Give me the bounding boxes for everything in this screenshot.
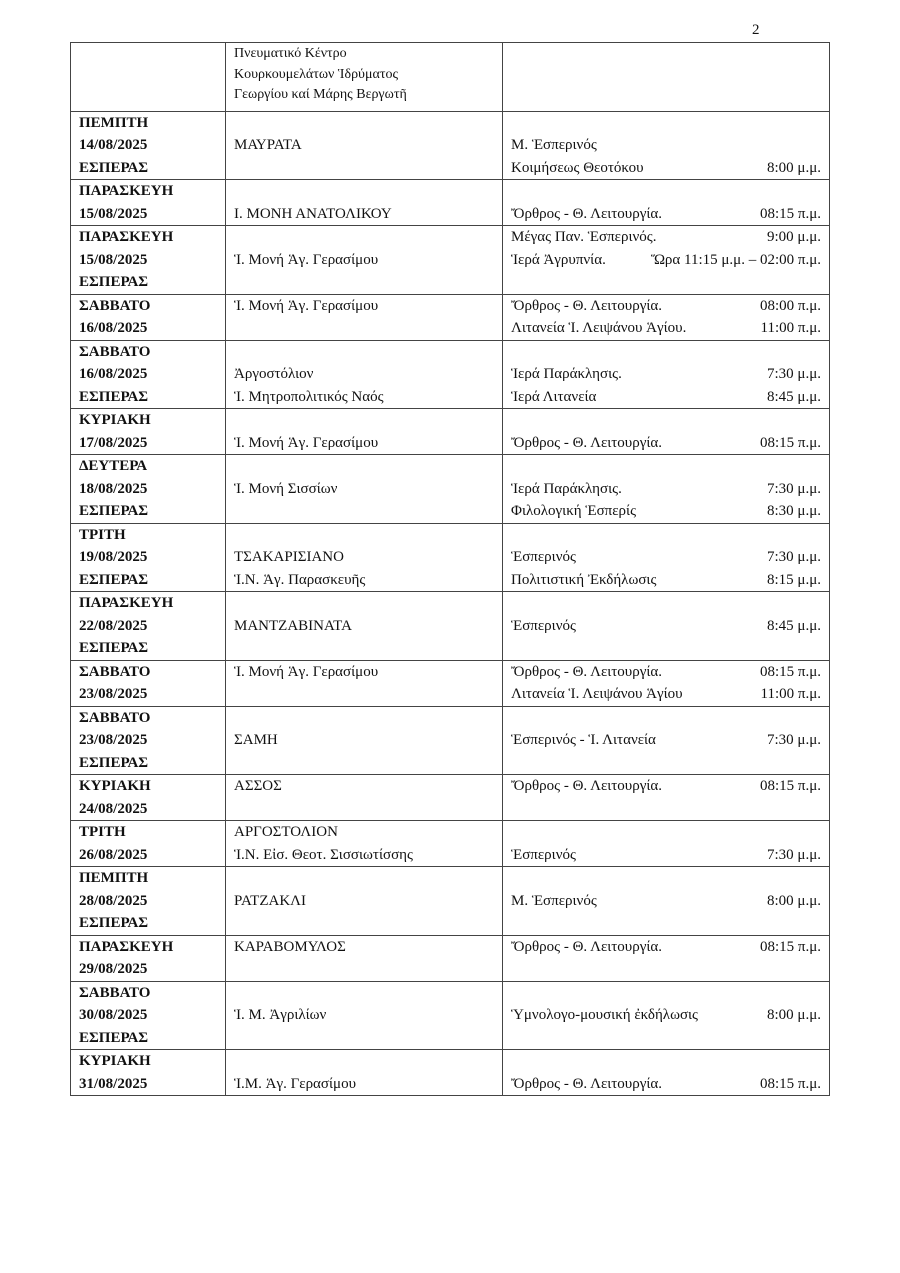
day-line: ΔΕΥΤΕΡΑ [79, 458, 148, 474]
day-line [79, 43, 225, 66]
place-cell [226, 180, 503, 226]
day-line: ΠΑΡΑΣΚΕΥΗ [79, 183, 174, 199]
schedule-table [70, 42, 830, 1096]
place-line [234, 180, 502, 203]
place-cell [226, 294, 503, 340]
place-cell [226, 867, 503, 936]
event-time: 8:00 μ.μ. [766, 1007, 821, 1023]
day-line [79, 66, 225, 89]
day-line: ΚΥΡΙΑΚΗ [79, 1053, 151, 1069]
place-cell [226, 935, 503, 981]
schedule-row [71, 294, 830, 340]
event-line [511, 1004, 821, 1027]
day-line: 17/08/2025 [79, 434, 148, 451]
events-cell [503, 180, 830, 226]
event-line [511, 363, 821, 386]
event-line [511, 203, 821, 226]
day-line: 19/08/2025 [79, 549, 148, 565]
event-time: 11:00 π.μ. [760, 320, 821, 336]
place-line [234, 317, 502, 340]
place-line [234, 867, 502, 890]
day-line: 23/08/2025 [79, 686, 148, 702]
event-time: 7:30 μ.μ. [766, 366, 821, 382]
place-line [234, 958, 502, 981]
place-cell [226, 821, 503, 867]
event-time: 08:15 π.μ. [759, 778, 821, 794]
day-cell [71, 180, 226, 226]
day-cell [71, 821, 226, 867]
event-name: Ὑμνολογο-μουσική ἐκδήλωσις [511, 1007, 699, 1023]
event-line [511, 707, 821, 730]
events-cell [503, 455, 830, 524]
place-line: ΚΑΡΑΒΟΜΥΛΟΣ [234, 938, 346, 955]
place-line [234, 455, 502, 478]
place-cell [226, 455, 503, 524]
event-name: Ὄρθρος - Θ. Λειτουργία. [511, 663, 662, 680]
event-line [511, 615, 821, 638]
place-line: Ἱ. Μονή Ἁγ. Γερασίμου [234, 297, 379, 314]
day-line: 18/08/2025 [79, 480, 148, 497]
day-cell [71, 1050, 226, 1096]
day-line: 28/08/2025 [79, 892, 148, 909]
events-cell [503, 294, 830, 340]
day-cell [71, 43, 226, 112]
events-cell [503, 226, 830, 295]
schedule-row [71, 867, 830, 936]
event-time: 7:30 μ.μ. [766, 549, 821, 565]
events-cell [503, 592, 830, 661]
event-line [511, 958, 821, 981]
place-line: Ι. ΜΟΝΗ ΑΝΑΤΟΛΙΚΟΥ [234, 205, 392, 222]
event-time: 08:15 π.μ. [759, 663, 821, 680]
place-line [234, 341, 502, 364]
day-cell [71, 226, 226, 295]
event-line [511, 295, 821, 318]
events-cell [503, 867, 830, 936]
schedule-row [71, 821, 830, 867]
schedule-row [71, 340, 830, 409]
event-name: Ὄρθρος - Θ. Λειτουργία. [511, 297, 662, 314]
event-time: 7:30 μ.μ. [766, 480, 821, 497]
events-cell [503, 523, 830, 592]
place-line: Ἱ. Μονή Ἁγ. Γερασίμου [234, 251, 379, 268]
place-line: Κουρκουμελάτων Ἱδρύματος [234, 66, 398, 82]
place-line [234, 912, 502, 935]
event-line [511, 775, 821, 798]
place-cell [226, 706, 503, 775]
day-line: ΠΕΜΠΤΗ [79, 114, 149, 131]
event-line [511, 546, 821, 569]
event-name: Πολιτιστική Ἐκδήλωσις [511, 571, 657, 588]
place-line [234, 637, 502, 660]
place-line [234, 524, 502, 547]
day-line: 16/08/2025 [79, 320, 148, 336]
event-line [511, 661, 821, 684]
place-line: ΑΡΓΟΣΤΟΛΙΟΝ [234, 824, 338, 840]
event-line [511, 432, 821, 455]
schedule-row [71, 523, 830, 592]
day-cell [71, 340, 226, 409]
place-line [234, 500, 502, 523]
event-line [511, 524, 821, 547]
day-line [79, 88, 225, 111]
place-cell [226, 592, 503, 661]
day-cell [71, 706, 226, 775]
place-line: Γεωργίου καί Μάρης Βεργωτῆ [234, 87, 407, 102]
event-line [511, 386, 821, 409]
event-name: Ἑσπερινός [511, 549, 576, 565]
event-line [511, 271, 821, 294]
event-name: Μέγας Παν. Ἑσπερινός. [511, 229, 657, 245]
day-line: ΕΣΠΕΡΑΣ [79, 754, 149, 771]
day-line: ΠΑΡΑΣΚΕΥΗ [79, 595, 174, 611]
day-line: ΕΣΠΕΡΑΣ [79, 571, 149, 588]
event-line [511, 592, 821, 615]
events-cell [503, 981, 830, 1050]
place-cell [226, 1050, 503, 1096]
place-line: Ἱ. Μονή Ἁγ. Γερασίμου [234, 663, 379, 680]
schedule-row [71, 660, 830, 706]
events-cell [503, 935, 830, 981]
day-cell [71, 592, 226, 661]
event-time: 08:00 π.μ. [759, 297, 821, 314]
day-cell [71, 935, 226, 981]
event-line [511, 1073, 821, 1096]
event-line [511, 569, 821, 592]
day-line: 22/08/2025 [79, 617, 148, 634]
place-cell [226, 43, 503, 112]
event-name: Ὄρθρος - Θ. Λειτουργία. [511, 205, 662, 222]
place-line: ΡΑΤΖΑΚΛΙ [234, 892, 307, 909]
day-line: ΕΣΠΕΡΑΣ [79, 388, 149, 405]
schedule-row [71, 180, 830, 226]
place-line: Ἱ. Μονή Ἁγ. Γερασίμου [234, 434, 379, 451]
event-line [511, 729, 821, 752]
day-line: ΚΥΡΙΑΚΗ [79, 412, 151, 428]
events-cell [503, 340, 830, 409]
event-name: Λιτανεία Ἱ. Λειψάνου Ἁγίου [511, 686, 683, 702]
place-line [234, 112, 502, 135]
schedule-body [71, 43, 830, 1096]
day-line: ΕΣΠΕΡΑΣ [79, 159, 149, 176]
place-line [234, 271, 502, 294]
event-time: 08:15 π.μ. [759, 1075, 821, 1092]
event-time: 8:30 μ.μ. [766, 503, 821, 519]
event-time: 08:15 π.μ. [759, 434, 821, 451]
schedule-row [71, 226, 830, 295]
day-cell [71, 867, 226, 936]
place-line: Ἱ.Μ. Ἁγ. Γερασίμου [234, 1075, 357, 1092]
event-line [511, 226, 821, 249]
day-line: 15/08/2025 [79, 251, 148, 268]
place-line: Ἱ. Μ. Ἀγριλίων [234, 1007, 327, 1023]
event-name: Ἱερά Ἀγρυπνία. [511, 251, 606, 268]
event-name: Ὄρθρος - Θ. Λειτουργία. [511, 1075, 662, 1092]
event-line [511, 890, 821, 913]
event-line [511, 867, 821, 890]
event-line [511, 180, 821, 203]
place-line: Ἱ. Μονή Σισσίων [234, 480, 338, 497]
event-time: 8:15 μ.μ. [766, 571, 821, 588]
place-cell [226, 409, 503, 455]
place-line: ΤΣΑΚΑΡΙΣΙΑΝΟ [234, 549, 344, 565]
place-line [234, 798, 502, 821]
day-line: ΚΥΡΙΑΚΗ [79, 778, 151, 794]
place-line: Ἀργοστόλιον [234, 366, 314, 382]
place-cell [226, 981, 503, 1050]
schedule-row [71, 775, 830, 821]
event-time: 7:30 μ.μ. [766, 732, 821, 748]
day-line: ΤΡΙΤΗ [79, 526, 126, 543]
day-line: 31/08/2025 [79, 1075, 148, 1092]
event-name: Ἑσπερινός - Ἱ. Λιτανεία [511, 732, 656, 748]
event-name: Μ. Ἑσπερινός [511, 137, 597, 153]
event-line [511, 157, 821, 180]
place-line [234, 1050, 502, 1073]
day-cell [71, 775, 226, 821]
schedule-row [71, 43, 830, 112]
event-line [511, 317, 821, 340]
page-number: 2 [752, 22, 760, 38]
event-name: Κοιμήσεως Θεοτόκου [511, 159, 644, 176]
schedule-row [71, 981, 830, 1050]
day-line: 30/08/2025 [79, 1007, 148, 1023]
event-time: 08:15 π.μ. [759, 938, 821, 955]
day-cell [71, 523, 226, 592]
event-line [511, 1050, 821, 1073]
place-line [234, 683, 502, 706]
place-line: Ἱ.Ν. Εἰσ. Θεοτ. Σισσιωτίσσης [234, 846, 413, 863]
place-cell [226, 660, 503, 706]
event-name: Μ. Ἑσπερινός [511, 892, 597, 909]
event-line [511, 982, 821, 1005]
schedule-row [71, 409, 830, 455]
day-line: ΠΑΡΑΣΚΕΥΗ [79, 938, 174, 955]
event-line [511, 249, 821, 272]
place-line [234, 409, 502, 432]
day-cell [71, 981, 226, 1050]
event-line [511, 752, 821, 775]
schedule-row [71, 1050, 830, 1096]
events-cell [503, 1050, 830, 1096]
place-cell [226, 523, 503, 592]
event-time: Ὥρα 11:15 μ.μ. – 02:00 π.μ. [650, 251, 821, 268]
place-line [234, 982, 502, 1005]
schedule-row [71, 935, 830, 981]
place-cell [226, 226, 503, 295]
place-line [234, 157, 502, 180]
event-name: Ἱερά Παράκλησις. [511, 480, 622, 497]
events-cell [503, 111, 830, 180]
event-name: Ὄρθρος - Θ. Λειτουργία. [511, 434, 662, 451]
place-line: Ἱ. Μητροπολιτικός Ναός [234, 388, 384, 405]
place-line: ΜΑΥΡΑΤΑ [234, 137, 302, 153]
event-time: 8:45 μ.μ. [766, 617, 821, 634]
day-line: 14/08/2025 [79, 137, 148, 153]
place-line [234, 226, 502, 249]
event-time: 11:00 π.μ. [760, 686, 821, 702]
day-line: ΕΣΠΕΡΑΣ [79, 503, 149, 519]
event-name: Ἱερά Λιτανεία [511, 388, 597, 405]
day-cell [71, 294, 226, 340]
event-name: Ἱερά Παράκλησις. [511, 366, 622, 382]
event-name: Φιλολογική Ἑσπερίς [511, 503, 637, 519]
event-line [511, 936, 821, 959]
day-line: ΣΑΒΒΑΤΟ [79, 297, 151, 314]
events-cell [503, 409, 830, 455]
event-line [511, 798, 821, 821]
event-time: 8:00 μ.μ. [766, 892, 821, 909]
events-cell [503, 821, 830, 867]
event-line [511, 844, 821, 867]
event-line [511, 134, 821, 157]
place-line: Πνευματικό Κέντρο [234, 46, 347, 61]
event-name: Ὄρθρος - Θ. Λειτουργία. [511, 778, 662, 794]
event-name: Ἑσπερινός [511, 617, 576, 634]
schedule-row [71, 592, 830, 661]
day-line: 23/08/2025 [79, 732, 148, 748]
schedule-row [71, 111, 830, 180]
day-line: ΕΣΠΕΡΑΣ [79, 274, 149, 290]
day-cell [71, 660, 226, 706]
place-line: ΑΣΣΟΣ [234, 778, 282, 794]
day-line: ΣΑΒΒΑΤΟ [79, 663, 151, 680]
day-line: ΕΣΠΕΡΑΣ [79, 915, 149, 931]
day-line: ΠΑΡΑΣΚΕΥΗ [79, 229, 174, 245]
day-line: 29/08/2025 [79, 961, 148, 977]
place-line: ΜΑΝΤΖΑΒΙΝΑΤΑ [234, 617, 352, 634]
event-line [511, 500, 821, 523]
event-name: Ἑσπερινός [511, 846, 576, 863]
event-name: Ὄρθρος - Θ. Λειτουργία. [511, 938, 662, 955]
event-line [511, 478, 821, 501]
day-line: ΠΕΜΠΤΗ [79, 870, 149, 886]
event-time: 9:00 μ.μ. [766, 229, 821, 245]
day-line: 24/08/2025 [79, 800, 148, 817]
day-cell [71, 455, 226, 524]
day-cell [71, 409, 226, 455]
day-line: ΣΑΒΒΑΤΟ [79, 984, 151, 1001]
event-line [511, 455, 821, 478]
event-name: Λιτανεία Ἱ. Λειψάνου Ἁγίου. [511, 320, 687, 336]
place-cell [226, 340, 503, 409]
place-line [234, 592, 502, 615]
event-line [511, 341, 821, 364]
schedule-row [71, 706, 830, 775]
event-time: 7:30 μ.μ. [766, 846, 821, 863]
day-line: ΕΣΠΕΡΑΣ [79, 1029, 149, 1046]
events-cell [503, 43, 830, 112]
day-line: ΣΑΒΒΑΤΟ [79, 709, 151, 726]
place-line: ΣΑΜΗ [234, 732, 278, 748]
day-line: ΕΣΠΕΡΑΣ [79, 640, 149, 656]
event-line [511, 112, 821, 135]
place-line [234, 707, 502, 730]
event-line [511, 409, 821, 432]
event-time: 8:45 μ.μ. [766, 388, 821, 405]
day-cell [71, 111, 226, 180]
events-cell [503, 660, 830, 706]
day-line: 16/08/2025 [79, 366, 148, 382]
place-line [234, 1027, 502, 1050]
place-line [234, 752, 502, 775]
event-line [511, 821, 821, 844]
place-line: Ἱ.Ν. Ἁγ. Παρασκευῆς [234, 571, 366, 588]
event-time: 8:00 μ.μ. [766, 159, 821, 176]
place-cell [226, 111, 503, 180]
day-line: ΤΡΙΤΗ [79, 824, 126, 840]
day-line: ΣΑΒΒΑΤΟ [79, 343, 151, 360]
day-line: 26/08/2025 [79, 846, 148, 863]
event-line [511, 683, 821, 706]
events-cell [503, 706, 830, 775]
schedule-row [71, 455, 830, 524]
events-cell [503, 775, 830, 821]
place-cell [226, 775, 503, 821]
event-line [511, 637, 821, 660]
event-time: 08:15 π.μ. [759, 205, 821, 222]
event-line [511, 912, 821, 935]
day-line: 15/08/2025 [79, 205, 148, 222]
event-line [511, 1027, 821, 1050]
